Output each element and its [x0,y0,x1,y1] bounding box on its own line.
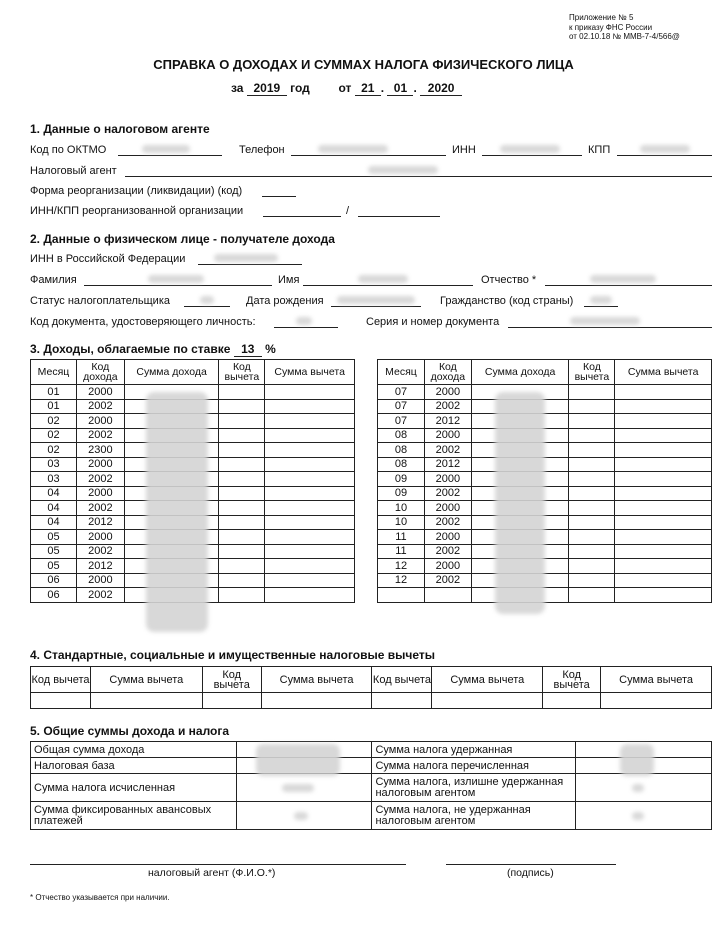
header-month: Месяц [378,360,425,385]
income-code-cell: 2002 [424,544,471,559]
section-3-title-text: 3. Доходы, облагаемые по ставке [30,342,231,356]
month-cell: 09 [378,472,425,487]
reorg-kpp-field [358,204,440,217]
deduction-code-cell [569,443,615,458]
deduction-sum-header: Сумма вычета [601,667,712,693]
deductions-empty-row [31,693,712,709]
month-cell: 06 [31,573,77,588]
deduction-code-cell [569,544,615,559]
redacted-tax-calculated [282,784,314,792]
deduction-sum-cell [615,457,712,472]
signature-caption: (подпись) [507,867,554,879]
deduction-sum-cell [615,588,712,603]
deduction-code-cell [219,501,265,516]
kpp-label: КПП [588,144,611,156]
income-code-cell: 2000 [424,559,471,574]
doc-number-label: Серия и номер документа [366,316,500,328]
month-cell: 05 [31,530,77,545]
deduction-sum-cell [265,443,355,458]
deduction-code-cell [219,515,265,530]
deduction-sum-cell [615,501,712,516]
deduction-sum-cell [265,399,355,414]
deduction-code-header: Код вычета [31,667,91,693]
deduction-code-cell [569,472,615,487]
person-inn-label: ИНН в Российской Федерации [30,253,186,265]
deduction-sum-cell [265,588,355,603]
redacted-status [200,296,214,304]
income-code-cell: 2002 [76,472,124,487]
annex-line-1: Приложение № 5 [569,13,634,22]
deduction-code-cell [569,559,615,574]
deduction-sum-cell [265,515,355,530]
redacted-dob [337,296,415,304]
deduction-sum-cell [615,472,712,487]
patronymic-label: Отчество * [481,274,537,286]
signature-line [446,864,616,865]
month-cell: 11 [378,530,425,545]
deduction-code-cell [219,544,265,559]
income-code-cell: 2002 [76,588,124,603]
month-cell: 03 [31,472,77,487]
month-cell: 05 [31,559,77,574]
section-5-title: 5. Общие суммы дохода и налога [30,724,230,738]
deduction-code-cell [569,486,615,501]
deduction-sum-cell [265,414,355,429]
month-cell: 04 [31,515,77,530]
percent-sign: % [265,342,276,356]
name-label: Имя [278,274,300,286]
oktmo-label: Код по ОКТМО [30,144,107,156]
deduction-sum-cell [615,544,712,559]
deduction-sum-cell [615,399,712,414]
month-cell: 11 [378,544,425,559]
deduction-sum-cell [265,472,355,487]
tax-not-withheld-label: Сумма налога, не удержанная налоговым агентом [372,802,576,830]
header-deduction-sum: Сумма вычета [615,360,712,385]
redacted-patronymic [590,275,656,283]
deduction-code-cell [569,428,615,443]
month-cell: 06 [31,588,77,603]
deduction-sum-cell [615,530,712,545]
income-code-cell: 2000 [76,385,124,400]
date-za: за [231,81,244,95]
redacted-totals-right [620,744,654,776]
income-code-cell: 2012 [76,559,124,574]
deduction-code-cell [219,573,265,588]
tax-rate: 13 [234,342,262,357]
date-dot: . [413,81,417,95]
deduction-code-cell [219,472,265,487]
month-cell: 08 [378,457,425,472]
month-cell: 03 [31,457,77,472]
deduction-code-cell [219,414,265,429]
page-title: СПРАВКА О ДОХОДАХ И СУММАХ НАЛОГА ФИЗИЧЕСКОГО ЛИЦА [153,57,574,72]
income-code-cell: 2002 [76,428,124,443]
income-code-cell [424,588,471,603]
redacted-citizenship [590,296,612,304]
redacted-person-inn [214,254,278,262]
header-income-sum: Сумма дохода [471,360,569,385]
income-code-cell: 2002 [424,573,471,588]
deduction-sum-cell [265,428,355,443]
deduction-sum-cell [265,559,355,574]
month-cell: 07 [378,414,425,429]
deduction-code-cell [219,399,265,414]
date-year: 2020 [420,81,462,96]
deduction-sum-cell [265,457,355,472]
header-income-sum: Сумма дохода [124,360,219,385]
total-income-label: Общая сумма дохода [31,742,237,758]
totals-row [31,802,712,830]
redacted-kpp [640,145,690,153]
surname-label: Фамилия [30,274,77,286]
footnote: * Отчество указывается при наличии. [30,893,170,902]
deduction-code-cell [569,530,615,545]
redacted-totals-left [256,744,340,776]
agent-name-caption: налоговый агент (Ф.И.О.*) [148,867,276,879]
date-god: год [290,81,310,95]
date-line [231,81,462,96]
month-cell: 02 [31,414,77,429]
income-code-cell: 2000 [76,486,124,501]
month-cell: 12 [378,573,425,588]
income-code-cell: 2000 [424,501,471,516]
income-code-cell: 2000 [424,530,471,545]
status-label: Статус налогоплательщика [30,295,171,307]
deduction-code-cell [569,414,615,429]
month-cell: 12 [378,559,425,574]
header-deduction-code: Код вычета [219,360,265,385]
month-cell: 08 [378,428,425,443]
month-cell: 07 [378,385,425,400]
month-cell: 07 [378,399,425,414]
deduction-code-cell [569,457,615,472]
totals-table [30,741,712,830]
annex-line-2: к приказу ФНС России [569,22,653,32]
income-code-cell: 2000 [424,472,471,487]
redacted-surname [148,275,204,283]
month-cell: 10 [378,501,425,516]
header-month: Месяц [31,360,77,385]
date-month: 01 [387,81,413,96]
redacted-overwithheld [632,784,644,792]
tax-withheld-label: Сумма налога удержанная [372,742,576,758]
redacted-oktmo [142,145,190,153]
income-code-cell: 2012 [76,515,124,530]
date-day: 21 [355,81,381,96]
income-code-cell: 2000 [424,385,471,400]
income-code-cell: 2002 [76,501,124,516]
section-2-title: 2. Данные о физическом лице - получателе дохода [30,232,335,246]
tax-base-label: Налоговая база [31,758,237,774]
income-code-cell: 2000 [424,428,471,443]
header-deduction-code: Код вычета [569,360,615,385]
deduction-sum-cell [615,573,712,588]
reorg-inn-label: ИНН/КПП реорганизованной организации [30,205,244,217]
deductions-table [30,666,712,709]
header-income-code: Код дохода [76,360,124,385]
annex-note [569,13,680,42]
deduction-code-header: Код вычета [202,667,261,693]
redacted-doc-number [570,317,640,325]
income-code-cell: 2000 [76,414,124,429]
deduction-sum-cell [615,414,712,429]
month-cell: 05 [31,544,77,559]
deduction-code-cell [569,515,615,530]
deduction-code-cell [219,530,265,545]
deduction-sum-cell [265,501,355,516]
deduction-sum-cell [615,559,712,574]
redacted-phone [318,145,388,153]
income-table-header [31,360,355,385]
deduction-code-cell [219,428,265,443]
tax-calculated-label: Сумма налога исчисленная [31,774,237,802]
deduction-sum-cell [615,385,712,400]
date-dot: . [380,81,385,95]
reorg-form-label: Форма реорганизации (ликвидации) (код) [30,185,243,197]
income-code-cell: 2000 [76,457,124,472]
deduction-sum-header: Сумма вычета [90,667,202,693]
citizenship-label: Гражданство (код страны) [440,295,574,307]
annex-line-3: от 02.10.18 № ММВ-7-4/566@ [569,32,680,41]
month-cell: 01 [31,385,77,400]
doc-code-label: Код документа, удостоверяющего личность: [30,316,256,328]
income-code-cell: 2002 [424,515,471,530]
dob-label: Дата рождения [246,295,324,307]
income-code-cell: 2002 [76,399,124,414]
deduction-sum-cell [265,530,355,545]
month-cell: 04 [31,501,77,516]
reorg-form-field [262,184,296,197]
redacted-agent-name [368,166,438,174]
redacted-agent-inn [500,145,560,153]
deduction-sum-cell [615,515,712,530]
agent-signature-line [30,864,406,865]
month-cell: 02 [31,443,77,458]
tax-transferred-label: Сумма налога перечисленная [372,758,576,774]
deduction-sum-cell [265,544,355,559]
deduction-code-cell [569,588,615,603]
income-table-header [378,360,712,385]
redacted-income-sums-left [146,392,208,632]
slash: / [346,205,350,217]
deductions-header [31,667,712,693]
deduction-code-cell [219,588,265,603]
date-ot: от [338,81,352,95]
month-cell [378,588,425,603]
deduction-sum-cell [265,486,355,501]
deduction-sum-cell [615,443,712,458]
income-code-cell: 2012 [424,457,471,472]
report-year: 2019 [247,81,287,96]
month-cell: 10 [378,515,425,530]
income-code-cell: 2002 [424,486,471,501]
deduction-code-cell [219,457,265,472]
deduction-sum-cell [615,486,712,501]
deduction-sum-cell [265,573,355,588]
agent-inn-label: ИНН [452,144,476,156]
deduction-code-cell [219,559,265,574]
income-code-cell: 2300 [76,443,124,458]
deduction-sum-cell [265,385,355,400]
fixed-advances-label: Сумма фиксированных авансовых платежей [31,802,237,830]
deduction-sum-header: Сумма вычета [261,667,372,693]
deduction-code-cell [219,486,265,501]
income-code-cell: 2000 [76,573,124,588]
deduction-code-cell [219,385,265,400]
deduction-code-header: Код вычета [372,667,432,693]
month-cell: 02 [31,428,77,443]
redacted-fixed-advances [294,812,308,820]
redacted-name [358,275,408,283]
deduction-sum-cell [615,428,712,443]
month-cell: 04 [31,486,77,501]
section-3-title [30,342,276,357]
income-code-cell: 2000 [76,530,124,545]
deduction-sum-header: Сумма вычета [432,667,543,693]
redacted-not-withheld [632,812,644,820]
month-cell: 09 [378,486,425,501]
totals-row [31,758,712,774]
income-code-cell: 2002 [424,399,471,414]
tax-overwithheld-label: Сумма налога, излишне удержанная налоговым агентом [372,774,576,802]
totals-row [31,742,712,758]
deduction-code-header: Код вычета [543,667,601,693]
header-deduction-sum: Сумма вычета [265,360,355,385]
reorg-inn-field [263,204,341,217]
deduction-code-cell [569,573,615,588]
income-code-cell: 2012 [424,414,471,429]
section-4-title: 4. Стандартные, социальные и имущественные налоговые вычеты [30,648,435,662]
deduction-code-cell [569,399,615,414]
deduction-code-cell [569,385,615,400]
income-code-cell: 2002 [424,443,471,458]
header-income-code: Код дохода [424,360,471,385]
agent-label: Налоговый агент [30,165,117,177]
month-cell: 08 [378,443,425,458]
month-cell: 01 [31,399,77,414]
deduction-code-cell [569,501,615,516]
phone-label: Телефон [239,144,285,156]
deduction-code-cell [219,443,265,458]
totals-row [31,774,712,802]
redacted-doc-code [296,317,312,325]
redacted-income-sums-right [495,392,545,614]
income-code-cell: 2002 [76,544,124,559]
section-1-title: 1. Данные о налоговом агенте [30,122,210,136]
